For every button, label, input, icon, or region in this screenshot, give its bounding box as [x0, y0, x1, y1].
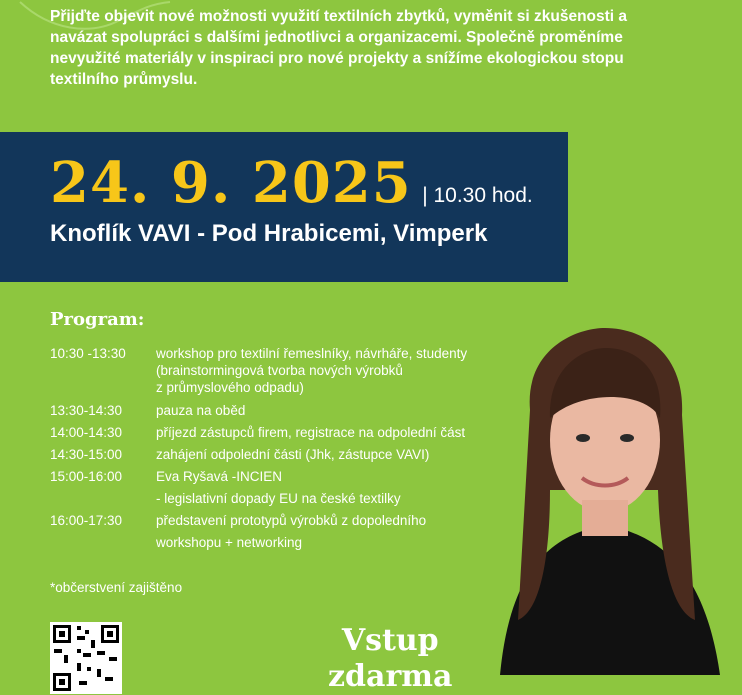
schedule-line: z průmyslového odpadu) [156, 380, 304, 395]
intro-line: navázat spolupráci s dalšími jednotlivci a organizacemi. Společně proměníme [50, 29, 623, 46]
event-venue: Knoflík VAVI - Pod Hrabicemi, Vimperk [50, 220, 488, 247]
intro-text [50, 6, 670, 90]
schedule-time: 15:00-16:00 [50, 469, 123, 484]
refreshments-note: *občerstvení zajištěno [50, 580, 183, 595]
schedule-row [50, 424, 467, 441]
schedule-row [50, 345, 467, 396]
schedule-time: 14:00-14:30 [50, 425, 123, 440]
schedule-time: 10:30 -13:30 [50, 346, 126, 361]
schedule-line: pauza na oběd [156, 403, 246, 418]
schedule-line: příjezd zástupců firem, registrace na odpolední část [156, 425, 466, 440]
schedule-line: zahájení odpolední části (Jhk, zástupce VAVI) [156, 447, 430, 462]
free-entry-label [328, 623, 452, 695]
schedule-line: - legislativní dopady EU na české textilky [156, 491, 401, 506]
schedule-line: workshopu + networking [156, 535, 302, 550]
qr-code-icon[interactable] [50, 622, 122, 694]
schedule-time: 16:00-17:30 [50, 513, 123, 528]
schedule-line: workshop pro textilní řemeslníky, návrháře, studenty [156, 346, 468, 361]
intro-line: nevyužité materiály v inspiraci pro nové projekty a snížíme ekologickou stopu [50, 50, 624, 67]
schedule-row [50, 512, 467, 551]
schedule-time: 13:30-14:30 [50, 403, 123, 418]
schedule-time: 14:30-15:00 [50, 447, 123, 462]
event-date: 24. 9. 2025 [50, 150, 412, 216]
date-band [0, 132, 568, 282]
intro-line: textilního průmyslu. [50, 71, 198, 88]
program-heading: Program: [50, 309, 145, 330]
schedule-line: představení prototypů výrobků z dopoledního [156, 513, 427, 528]
schedule-row [50, 402, 467, 419]
date-row [50, 150, 533, 216]
program-schedule [50, 345, 467, 551]
event-time: | 10.30 hod. [422, 184, 533, 207]
schedule-line: (brainstormingová tvorba nových výrobků [156, 363, 403, 378]
intro-line: Přijďte objevit nové možnosti využití textilních zbytků, vyměnit si zkušenosti a [50, 8, 628, 25]
speaker-photo [470, 320, 742, 675]
schedule-line: Eva Ryšavá -INCIEN [156, 469, 283, 484]
schedule-row [50, 446, 467, 463]
entry-line: zdarma [328, 659, 453, 694]
schedule-row [50, 468, 467, 507]
entry-line: Vstup [341, 623, 439, 658]
